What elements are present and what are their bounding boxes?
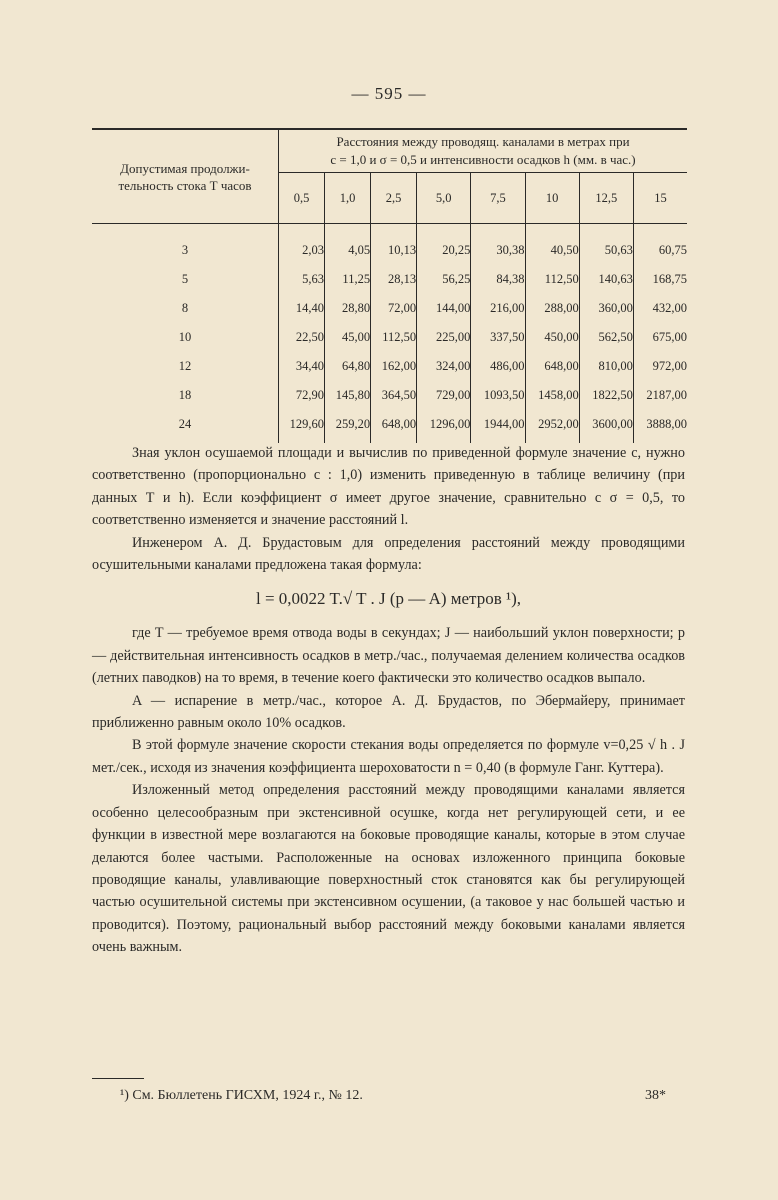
table-row — [92, 265, 687, 294]
distance-cell: 648,00 — [371, 410, 417, 443]
column-header: 12,5 — [579, 173, 633, 224]
distance-cell: 360,00 — [579, 294, 633, 323]
distance-cell: 1296,00 — [417, 410, 471, 443]
distance-cell: 45,00 — [325, 323, 371, 352]
paragraph: Изложенный метод определения расстояний между проводящими каналами является особенно целесообразным при экстенсивной осушке, когда нет регулирующей сети, и ее функции в известной мере возлагаются на боковые проводящие каналы, которые в этом случае делаются более частыми. Расположенные на основах изложенного принципа боковые проводящие каналы, улавливающие поверхностный сток становятся как бы регулирующей частью осушительной системы при экстенсивном осушении, (а таковое у нас большей частью и проводится). Поэтому, рациональный выбор расстояний между боковыми каналами является очень важным. — [92, 782, 685, 956]
distance-cell: 34,40 — [295, 359, 325, 373]
distance-cell: 64,80 — [325, 352, 371, 381]
distance-cell: 28,80 — [325, 294, 371, 323]
duration-cell: 8 — [92, 294, 279, 323]
paragraph: A — испарение в метр./час., которое А. Д. Брудастов, по Эбермайеру, принимает приближенно равным около 10% осадков. — [92, 692, 685, 732]
distance-cell: 3888,00 — [633, 410, 687, 443]
paragraph: где T — требуемое время отвода воды в секундах; J — наибольший уклон поверхности; p — действительная интенсивность осадков в метр./час., получаемая делением количества осадков (летних паводков) на то время, в течение коего фактически это количество осадков выпало. — [92, 625, 685, 687]
column-header: 7,5 — [471, 173, 525, 224]
footnote-rule — [92, 1078, 144, 1079]
distance-cell: 145,80 — [325, 381, 371, 410]
duration-cell: 10 — [92, 323, 279, 352]
distance-cell: 168,75 — [633, 265, 687, 294]
duration-cell: 24 — [92, 410, 279, 443]
distance-cell: 675,00 — [633, 323, 687, 352]
paragraph: Зная уклон осушаемой площади и вычислив по приведенной формуле значение с, нужно соответственно (пропорционально с : 1,0) изменить приведенную в таблице величину (при данных Т и h). Если коэффициент σ имеет другое значение, сравнительно с σ = 0,5, то соответственно изменяется и значение расстояний l. — [92, 445, 685, 529]
distance-cell: 14,40 — [295, 301, 325, 315]
table-left-header: Допустимая продолжи- тельность стока Т часов — [92, 129, 279, 224]
distance-cell: 112,50 — [525, 265, 579, 294]
distance-cell: 324,00 — [417, 352, 471, 381]
table-row — [92, 410, 687, 443]
distance-cell: 72,00 — [371, 294, 417, 323]
distance-cell: 20,25 — [417, 236, 471, 265]
duration-cell: 12 — [92, 352, 279, 381]
distance-cell: 2952,00 — [525, 410, 579, 443]
distance-cell: 810,00 — [579, 352, 633, 381]
duration-cell: 18 — [92, 381, 279, 410]
table-row — [92, 236, 687, 265]
distance-cell: 450,00 — [525, 323, 579, 352]
distance-cell: 729,00 — [417, 381, 471, 410]
distance-cell: 72,90 — [295, 388, 325, 402]
distance-cell: 225,00 — [417, 323, 471, 352]
distance-cell: 144,00 — [417, 294, 471, 323]
distance-cell: 40,50 — [525, 236, 579, 265]
distance-cell: 1944,00 — [471, 410, 525, 443]
distance-cell: 56,25 — [417, 265, 471, 294]
body-text — [92, 442, 685, 959]
distance-cell: 28,13 — [371, 265, 417, 294]
distance-cell: 1458,00 — [525, 381, 579, 410]
distance-cell: 5,63 — [302, 272, 325, 286]
distance-cell: 129,60 — [289, 417, 325, 431]
distance-cell: 60,75 — [633, 236, 687, 265]
footnote: ¹) См. Бюллетень ГИСХМ, 1924 г., № 12. — [120, 1088, 363, 1103]
sheet-mark: 38* — [645, 1088, 666, 1103]
distance-cell: 84,38 — [471, 265, 525, 294]
distance-cell: 50,63 — [579, 236, 633, 265]
table-row — [92, 323, 687, 352]
distance-cell: 30,38 — [471, 236, 525, 265]
distance-cell: 972,00 — [633, 352, 687, 381]
distance-cell: 1093,50 — [471, 381, 525, 410]
column-header: 5,0 — [417, 173, 471, 224]
distance-cell: 10,13 — [371, 236, 417, 265]
distance-cell: 259,20 — [325, 410, 371, 443]
duration-cell: 5 — [92, 265, 279, 294]
distance-cell: 486,00 — [471, 352, 525, 381]
distance-cell: 22,50 — [295, 330, 325, 344]
distance-cell: 162,00 — [371, 352, 417, 381]
table-row — [92, 352, 687, 381]
distance-cell: 216,00 — [471, 294, 525, 323]
column-header: 2,5 — [371, 173, 417, 224]
distance-cell: 648,00 — [525, 352, 579, 381]
table-span-header — [279, 129, 688, 173]
duration-cell: 3 — [92, 236, 279, 265]
distance-cell: 11,25 — [325, 265, 371, 294]
distance-cell: 2187,00 — [633, 381, 687, 410]
brudastov-formula: l = 0,0022 T.√ T . J (p — A) метров ¹), — [256, 589, 521, 609]
distance-cell: 2,03 — [302, 243, 325, 257]
column-header: 1,0 — [325, 173, 371, 224]
span-header-line1: Расстояния между проводящ. каналами в метрах при — [336, 134, 630, 149]
column-header: 0,5 — [279, 173, 325, 224]
distance-cell: 112,50 — [371, 323, 417, 352]
table-row — [92, 294, 687, 323]
paragraph: Инженером А. Д. Брудастовым для определения расстояний между проводящими осушительными каналами предложена такая формула: — [92, 534, 685, 574]
column-header: 10 — [525, 173, 579, 224]
distance-cell: 1822,50 — [579, 381, 633, 410]
column-header: 15 — [633, 173, 687, 224]
distance-cell: 3600,00 — [579, 410, 633, 443]
table-row — [92, 381, 687, 410]
distance-cell: 140,63 — [579, 265, 633, 294]
distance-table — [92, 128, 687, 443]
distance-cell: 337,50 — [471, 323, 525, 352]
paragraph: В этой формуле значение скорости стекания воды определяется по формуле v=0,25 √ h . J мет./сек., исходя из значения коэффициента шероховатости n = 0,40 (в формуле Ганг. Куттера). — [92, 737, 685, 776]
span-header-line2: с = 1,0 и σ = 0,5 и интенсивности осадков h (мм. в час.) — [330, 152, 636, 167]
distance-cell: 432,00 — [633, 294, 687, 323]
page-number: — 595 — — [351, 84, 427, 103]
distance-cell: 4,05 — [325, 236, 371, 265]
distance-cell: 288,00 — [525, 294, 579, 323]
distance-cell: 364,50 — [371, 381, 417, 410]
distance-cell: 562,50 — [579, 323, 633, 352]
